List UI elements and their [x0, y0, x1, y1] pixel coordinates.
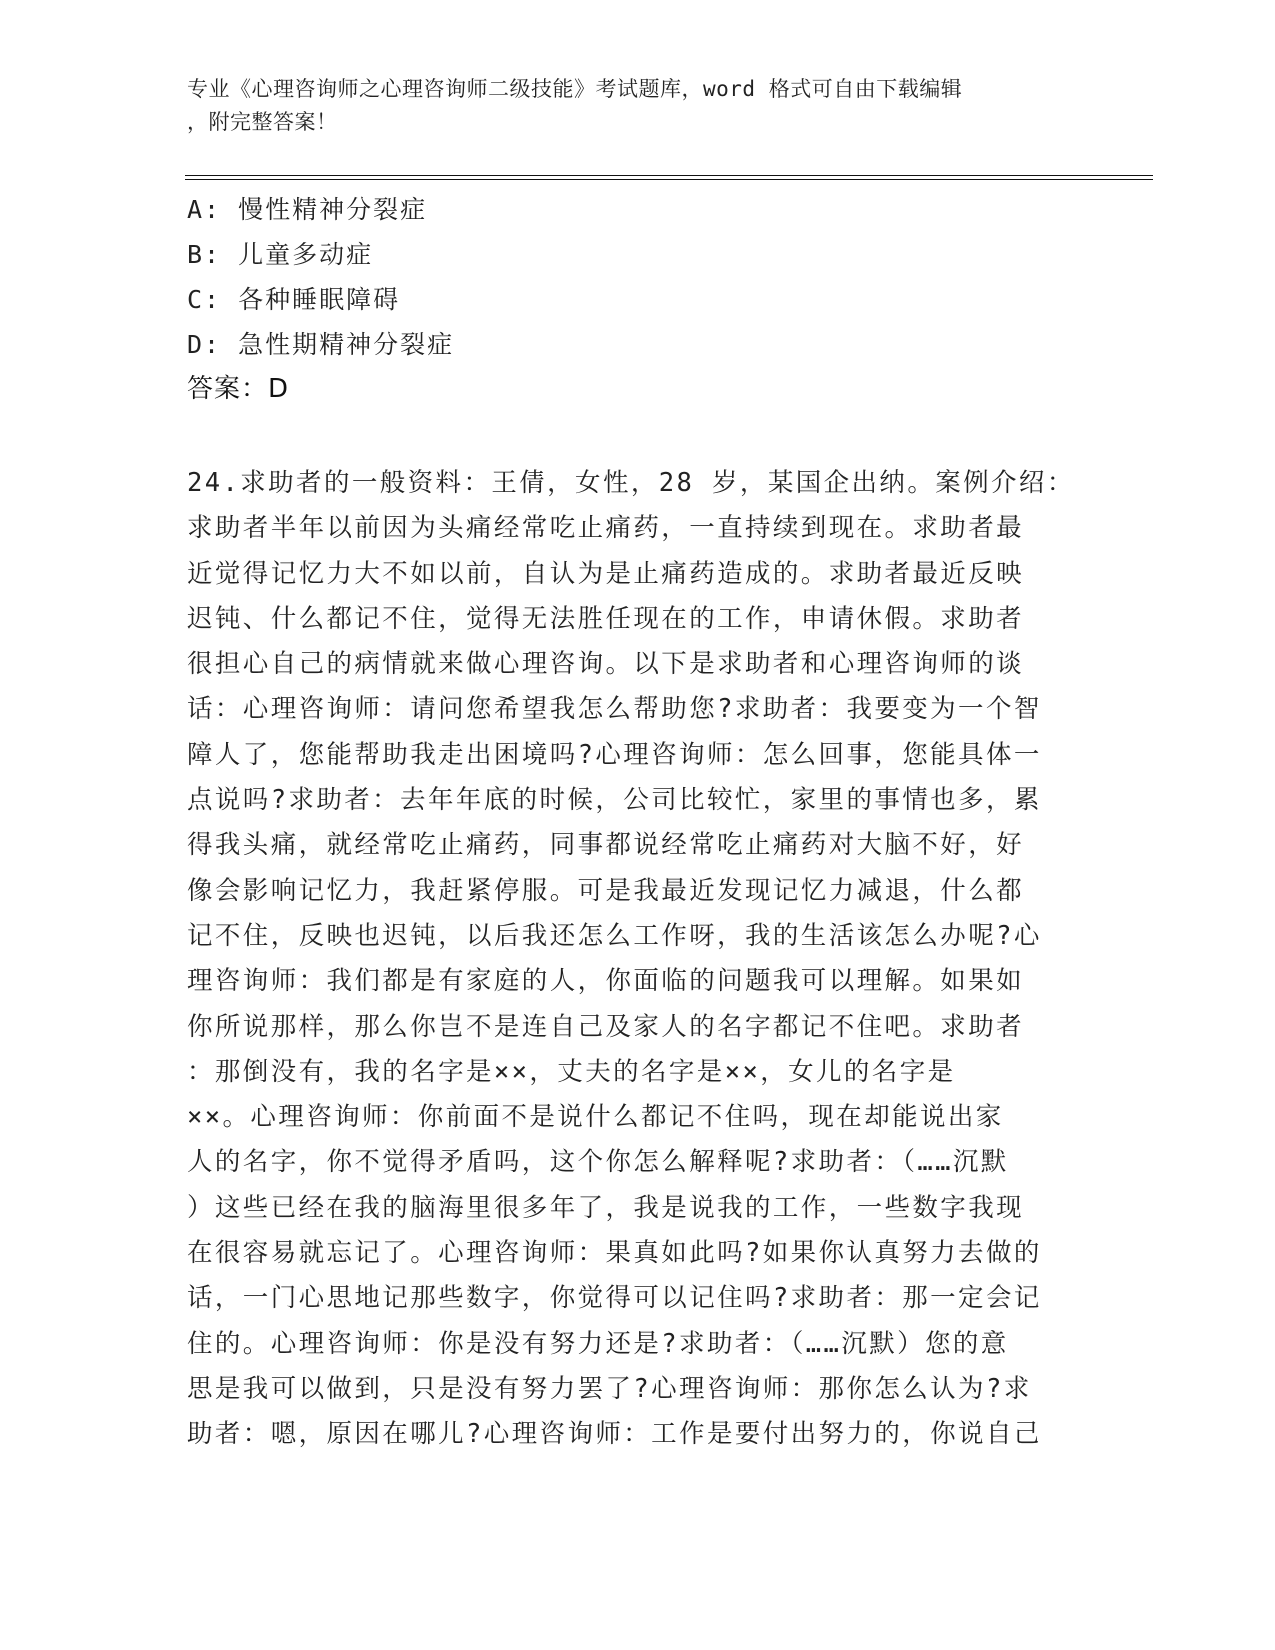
option-label: D: — [187, 330, 222, 359]
question-line: 求助者半年以前因为头痛经常吃止痛药，一直持续到现在。求助者最 — [187, 513, 1025, 544]
question-line: 在很容易就忘记了。心理咨询师：果真如此吗?如果你认真努力去做的 — [187, 1238, 1042, 1269]
question-line: 24.求助者的一般资料：王倩，女性，28 岁，某国企出纳。案例介绍： — [187, 468, 1075, 498]
option-label: C: — [187, 285, 222, 314]
option-d — [187, 322, 454, 367]
answer-line — [187, 367, 454, 412]
question-line: ）这些已经在我的脑海里很多年了，我是说我的工作，一些数字我现 — [187, 1192, 1025, 1223]
question-line: 话：心理咨询师：请问您希望我怎么帮助您?求助者：我要变为一个智 — [187, 694, 1042, 725]
option-text: 各种睡眠障碍 — [238, 285, 401, 314]
question-line: 很担心自己的病情就来做心理咨询。以下是求助者和心理咨询师的谈 — [187, 649, 1025, 680]
header-line-1: 专业《心理咨询师之心理咨询师二级技能》考试题库，word 格式可自由下载编辑 — [187, 77, 963, 101]
page-header — [187, 73, 1067, 139]
option-text: 急性期精神分裂症 — [238, 330, 455, 359]
question-line: 迟钝、什么都记不住，觉得无法胜任现在的工作，申请休假。求助者 — [187, 603, 1025, 634]
question-line: 你所说那样，那么你岂不是连自己及家人的名字都记不住吧。求助者 — [187, 1011, 1025, 1042]
question-line: 话，一门心思地记那些数字，你觉得可以记住吗?求助者：那一定会记 — [187, 1283, 1042, 1314]
question-line: 像会影响记忆力，我赶紧停服。可是我最近发现记忆力减退，什么都 — [187, 875, 1025, 906]
question-line: 障人了，您能帮助我走出困境吗?心理咨询师：怎么回事，您能具体一 — [187, 739, 1042, 770]
question-line: 人的名字，你不觉得矛盾吗，这个你怎么解释呢?求助者：（……沉默 — [187, 1147, 1009, 1178]
question-line: 点说吗?求助者：去年年底的时候，公司比较忙，家里的事情也多，累 — [187, 785, 1042, 816]
header-divider — [185, 175, 1153, 180]
question-line: 得我头痛，就经常吃止痛药，同事都说经常吃止痛药对大脑不好，好 — [187, 830, 1025, 861]
answer-options — [187, 187, 454, 412]
header-line-2: ，附完整答案！ — [187, 110, 338, 134]
question-line: 记不住，反映也迟钝，以后我还怎么工作呀，我的生活该怎么办呢?心 — [187, 920, 1042, 951]
answer-label: 答案： — [187, 374, 269, 404]
question-line: ：那倒没有，我的名字是××，丈夫的名字是××，女儿的名字是 — [187, 1056, 956, 1087]
option-text: 慢性精神分裂症 — [238, 195, 428, 224]
option-label: A: — [187, 195, 222, 224]
question-line: 近觉得记忆力大不如以前，自认为是止痛药造成的。求助者最近反映 — [187, 558, 1025, 589]
question-line: 住的。心理咨询师：你是没有努力还是?求助者：（……沉默）您的意 — [187, 1328, 1009, 1359]
question-line: 助者：嗯，原因在哪儿?心理咨询师：工作是要付出努力的，你说自己 — [187, 1419, 1042, 1450]
option-a — [187, 187, 454, 232]
option-c — [187, 277, 454, 322]
question-line: ××。心理咨询师：你前面不是说什么都记不住吗，现在却能说出家 — [187, 1102, 1004, 1133]
option-b — [187, 232, 454, 277]
option-text: 儿童多动症 — [238, 240, 374, 269]
question-24 — [187, 461, 1075, 1458]
question-line: 思是我可以做到，只是没有努力罢了?心理咨询师：那你怎么认为?求 — [187, 1373, 1032, 1404]
question-line: 理咨询师：我们都是有家庭的人，你面临的问题我可以理解。如果如 — [187, 966, 1025, 997]
option-label: B: — [187, 240, 222, 269]
answer-value: D — [268, 374, 290, 404]
